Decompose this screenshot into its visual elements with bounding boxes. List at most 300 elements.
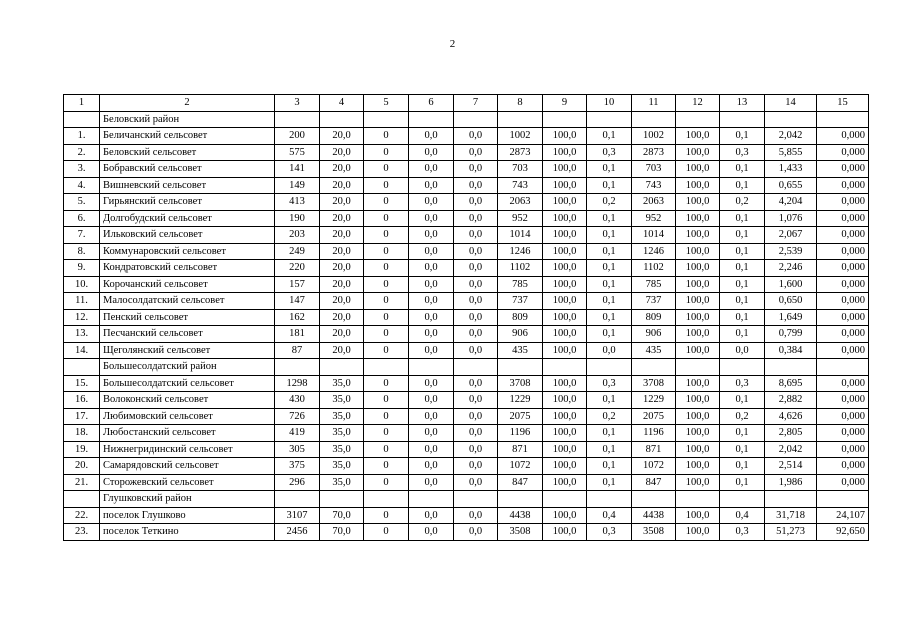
table-cell: 1102	[498, 260, 543, 277]
table-cell: 100,0	[676, 161, 720, 178]
table-cell: 20,0	[320, 260, 364, 277]
table-cell: 0,650	[765, 293, 817, 310]
empty-cell	[765, 359, 817, 376]
table-cell: 0,000	[817, 177, 869, 194]
table-cell: 2075	[632, 408, 676, 425]
empty-cell	[320, 359, 364, 376]
table-cell: 0,1	[720, 425, 765, 442]
table-cell: 0,000	[817, 144, 869, 161]
empty-cell	[275, 359, 320, 376]
table-cell: 2,539	[765, 243, 817, 260]
table-cell: 149	[275, 177, 320, 194]
empty-cell	[64, 111, 100, 128]
table-cell: 147	[275, 293, 320, 310]
table-cell: 4,204	[765, 194, 817, 211]
row-number: 1.	[64, 128, 100, 145]
column-header: 12	[676, 95, 720, 112]
column-header: 9	[543, 95, 587, 112]
table-cell: 100,0	[543, 309, 587, 326]
table-cell: 809	[632, 309, 676, 326]
table-row	[64, 276, 869, 293]
empty-cell	[543, 111, 587, 128]
table-cell: 0	[364, 392, 409, 409]
table-cell: 0,0	[409, 425, 454, 442]
empty-cell	[765, 111, 817, 128]
table-cell: 296	[275, 474, 320, 491]
table-cell: 203	[275, 227, 320, 244]
table-cell: 0,000	[817, 161, 869, 178]
table-cell: 1102	[632, 260, 676, 277]
table-cell: 0,0	[409, 128, 454, 145]
table-cell: 100,0	[676, 276, 720, 293]
table-cell: 0,3	[587, 375, 632, 392]
table-cell: 0,0	[454, 441, 498, 458]
table-cell: 100,0	[676, 210, 720, 227]
table-cell: 0,0	[454, 408, 498, 425]
empty-cell	[409, 111, 454, 128]
table-cell: 0,0	[409, 507, 454, 524]
table-cell: 0,000	[817, 227, 869, 244]
table-cell: 0	[364, 276, 409, 293]
table-cell: 375	[275, 458, 320, 475]
table-cell: 0	[364, 524, 409, 541]
table-cell: 847	[498, 474, 543, 491]
settlement-name: Гирьянский сельсовет	[100, 194, 275, 211]
row-number: 3.	[64, 161, 100, 178]
table-cell: 0,3	[720, 524, 765, 541]
table-cell: 20,0	[320, 227, 364, 244]
table-cell: 0,0	[409, 210, 454, 227]
table-cell: 0,000	[817, 408, 869, 425]
row-number: 7.	[64, 227, 100, 244]
table-cell: 2,246	[765, 260, 817, 277]
table-cell: 2063	[498, 194, 543, 211]
table-cell: 3708	[498, 375, 543, 392]
table-cell: 703	[632, 161, 676, 178]
table-cell: 100,0	[543, 210, 587, 227]
table-cell: 0,3	[720, 144, 765, 161]
table-cell: 1,433	[765, 161, 817, 178]
table-cell: 0	[364, 210, 409, 227]
table-cell: 100,0	[543, 441, 587, 458]
table-body	[64, 95, 869, 541]
row-number: 5.	[64, 194, 100, 211]
table-row	[64, 293, 869, 310]
table-cell: 100,0	[676, 326, 720, 343]
empty-cell	[454, 359, 498, 376]
table-cell: 0,0	[454, 210, 498, 227]
settlement-name: Ильковский сельсовет	[100, 227, 275, 244]
table-cell: 0,0	[454, 293, 498, 310]
table-cell: 220	[275, 260, 320, 277]
empty-cell	[587, 491, 632, 508]
row-number: 13.	[64, 326, 100, 343]
table-cell: 5,855	[765, 144, 817, 161]
column-header: 3	[275, 95, 320, 112]
table-cell: 2063	[632, 194, 676, 211]
table-cell: 100,0	[543, 161, 587, 178]
table-cell: 2,805	[765, 425, 817, 442]
settlement-name: поселок Глушково	[100, 507, 275, 524]
table-cell: 162	[275, 309, 320, 326]
table-cell: 3508	[498, 524, 543, 541]
table-cell: 0,1	[720, 326, 765, 343]
table-cell: 0,1	[587, 326, 632, 343]
table-cell: 435	[498, 342, 543, 359]
table-cell: 575	[275, 144, 320, 161]
table-cell: 2075	[498, 408, 543, 425]
row-number: 20.	[64, 458, 100, 475]
empty-cell	[64, 359, 100, 376]
table-cell: 809	[498, 309, 543, 326]
table-cell: 726	[275, 408, 320, 425]
table-cell: 0,1	[587, 260, 632, 277]
table-cell: 0,0	[409, 260, 454, 277]
settlement-name: Песчанский сельсовет	[100, 326, 275, 343]
table-cell: 0,0	[409, 342, 454, 359]
table-cell: 0,0	[409, 392, 454, 409]
empty-cell	[454, 111, 498, 128]
table-cell: 0	[364, 342, 409, 359]
table-cell: 70,0	[320, 524, 364, 541]
table-cell: 0,0	[409, 243, 454, 260]
table-cell: 952	[632, 210, 676, 227]
table-cell: 100,0	[676, 128, 720, 145]
table-cell: 0,0	[409, 227, 454, 244]
row-number: 6.	[64, 210, 100, 227]
empty-cell	[720, 491, 765, 508]
table-cell: 737	[498, 293, 543, 310]
table-cell: 3508	[632, 524, 676, 541]
table-cell: 100,0	[676, 441, 720, 458]
table-cell: 0,0	[409, 161, 454, 178]
table-cell: 0,0	[454, 375, 498, 392]
column-header: 14	[765, 95, 817, 112]
table-cell: 0,0	[409, 326, 454, 343]
table-cell: 0,0	[409, 375, 454, 392]
empty-cell	[275, 491, 320, 508]
table-cell: 0,1	[720, 177, 765, 194]
table-cell: 100,0	[543, 293, 587, 310]
table-cell: 703	[498, 161, 543, 178]
table-row	[64, 392, 869, 409]
table-cell: 100,0	[543, 243, 587, 260]
table-cell: 0,0	[454, 276, 498, 293]
column-header: 8	[498, 95, 543, 112]
table-cell: 0	[364, 474, 409, 491]
table-cell: 100,0	[676, 524, 720, 541]
table-cell: 1,649	[765, 309, 817, 326]
table-cell: 430	[275, 392, 320, 409]
empty-cell	[364, 111, 409, 128]
table-cell: 20,0	[320, 309, 364, 326]
row-number: 18.	[64, 425, 100, 442]
row-number: 21.	[64, 474, 100, 491]
table-cell: 0	[364, 243, 409, 260]
table-cell: 0,000	[817, 392, 869, 409]
table-cell: 35,0	[320, 392, 364, 409]
table-cell: 100,0	[543, 144, 587, 161]
table-cell: 1229	[632, 392, 676, 409]
table-cell: 0,1	[587, 161, 632, 178]
table-cell: 100,0	[543, 194, 587, 211]
row-number: 16.	[64, 392, 100, 409]
table-cell: 0,1	[587, 425, 632, 442]
empty-cell	[364, 359, 409, 376]
table-row	[64, 161, 869, 178]
table-cell: 100,0	[543, 342, 587, 359]
empty-cell	[676, 111, 720, 128]
table-row	[64, 326, 869, 343]
table-cell: 906	[498, 326, 543, 343]
table-row	[64, 128, 869, 145]
settlement-name: поселок Теткино	[100, 524, 275, 541]
column-header: 7	[454, 95, 498, 112]
empty-cell	[498, 359, 543, 376]
empty-cell	[765, 491, 817, 508]
table-cell: 743	[498, 177, 543, 194]
table-cell: 737	[632, 293, 676, 310]
row-number: 11.	[64, 293, 100, 310]
table-cell: 3107	[275, 507, 320, 524]
table-cell: 0,4	[720, 507, 765, 524]
table-cell: 0,0	[454, 227, 498, 244]
table-cell: 0,3	[587, 144, 632, 161]
district-row	[64, 491, 869, 508]
empty-cell	[587, 359, 632, 376]
table-cell: 0	[364, 375, 409, 392]
table-cell: 20,0	[320, 177, 364, 194]
table-cell: 1002	[632, 128, 676, 145]
table-cell: 0,1	[587, 210, 632, 227]
table-cell: 0,1	[720, 276, 765, 293]
row-number: 2.	[64, 144, 100, 161]
table-cell: 20,0	[320, 128, 364, 145]
settlement-name: Любимовский сельсовет	[100, 408, 275, 425]
table-cell: 0,1	[587, 441, 632, 458]
empty-cell	[498, 111, 543, 128]
table-cell: 157	[275, 276, 320, 293]
table-cell: 0,3	[720, 375, 765, 392]
table-cell: 785	[632, 276, 676, 293]
table-cell: 100,0	[676, 425, 720, 442]
table-cell: 1196	[498, 425, 543, 442]
table-cell: 20,0	[320, 144, 364, 161]
table-cell: 0,1	[720, 128, 765, 145]
row-number: 15.	[64, 375, 100, 392]
table-cell: 100,0	[543, 392, 587, 409]
table-cell: 100,0	[676, 342, 720, 359]
table-cell: 92,650	[817, 524, 869, 541]
table-cell: 100,0	[676, 375, 720, 392]
table-cell: 0,000	[817, 260, 869, 277]
table-cell: 100,0	[676, 293, 720, 310]
table-cell: 100,0	[543, 227, 587, 244]
page-number: 2	[449, 38, 456, 50]
table-cell: 35,0	[320, 375, 364, 392]
table-cell: 20,0	[320, 326, 364, 343]
table-cell: 100,0	[676, 309, 720, 326]
column-header: 5	[364, 95, 409, 112]
table-cell: 4438	[498, 507, 543, 524]
table-cell: 100,0	[543, 458, 587, 475]
table-cell: 0,000	[817, 342, 869, 359]
table-cell: 0	[364, 194, 409, 211]
row-number: 12.	[64, 309, 100, 326]
table-cell: 0,0	[454, 392, 498, 409]
table-cell: 0,0	[409, 309, 454, 326]
table-cell: 1298	[275, 375, 320, 392]
column-header: 10	[587, 95, 632, 112]
table-cell: 0,1	[720, 227, 765, 244]
table-cell: 4438	[632, 507, 676, 524]
table-cell: 0,0	[409, 458, 454, 475]
header-row	[64, 95, 869, 112]
table-cell: 0,1	[720, 441, 765, 458]
table-cell: 2,042	[765, 441, 817, 458]
table-cell: 0,1	[720, 260, 765, 277]
settlement-name: Бобравский сельсовет	[100, 161, 275, 178]
table-cell: 100,0	[543, 524, 587, 541]
table-cell: 0,000	[817, 128, 869, 145]
table-cell: 0,1	[587, 276, 632, 293]
table-cell: 0	[364, 128, 409, 145]
empty-cell	[498, 491, 543, 508]
row-number: 8.	[64, 243, 100, 260]
table-cell: 0	[364, 408, 409, 425]
table-row	[64, 227, 869, 244]
table-cell: 100,0	[543, 276, 587, 293]
table-row	[64, 425, 869, 442]
table-cell: 0,1	[587, 128, 632, 145]
table-cell: 0,0	[454, 161, 498, 178]
empty-cell	[320, 111, 364, 128]
table-cell: 2,882	[765, 392, 817, 409]
table-cell: 906	[632, 326, 676, 343]
table-cell: 0,0	[454, 243, 498, 260]
table-cell: 0,000	[817, 210, 869, 227]
table-row	[64, 507, 869, 524]
empty-cell	[632, 491, 676, 508]
table-row	[64, 375, 869, 392]
row-number: 10.	[64, 276, 100, 293]
table-cell: 0,1	[720, 309, 765, 326]
table-cell: 419	[275, 425, 320, 442]
empty-cell	[543, 359, 587, 376]
table-cell: 0,384	[765, 342, 817, 359]
table-cell: 952	[498, 210, 543, 227]
table-cell: 1014	[632, 227, 676, 244]
table-cell: 0,0	[454, 177, 498, 194]
table-cell: 100,0	[543, 408, 587, 425]
table-cell: 249	[275, 243, 320, 260]
table-cell: 0,0	[409, 194, 454, 211]
table-cell: 0	[364, 161, 409, 178]
table-cell: 0,1	[587, 309, 632, 326]
table-cell: 0,000	[817, 194, 869, 211]
table-cell: 100,0	[676, 227, 720, 244]
table-row	[64, 144, 869, 161]
table-cell: 0,000	[817, 441, 869, 458]
table-row	[64, 177, 869, 194]
table-cell: 0,0	[720, 342, 765, 359]
table-cell: 1072	[632, 458, 676, 475]
table-cell: 743	[632, 177, 676, 194]
empty-cell	[720, 111, 765, 128]
table-cell: 0,000	[817, 375, 869, 392]
settlement-name: Коммунаровский сельсовет	[100, 243, 275, 260]
table-row	[64, 210, 869, 227]
empty-cell	[64, 491, 100, 508]
column-header: 13	[720, 95, 765, 112]
table-cell: 20,0	[320, 293, 364, 310]
table-cell: 2,514	[765, 458, 817, 475]
table-cell: 20,0	[320, 243, 364, 260]
table-cell: 871	[632, 441, 676, 458]
table-cell: 0,0	[409, 474, 454, 491]
table-cell: 190	[275, 210, 320, 227]
column-header: 6	[409, 95, 454, 112]
table-cell: 0,000	[817, 276, 869, 293]
table-cell: 0,1	[587, 458, 632, 475]
table-cell: 20,0	[320, 194, 364, 211]
table-cell: 0	[364, 507, 409, 524]
table-cell: 0,1	[720, 293, 765, 310]
table-cell: 1,986	[765, 474, 817, 491]
table-cell: 0,000	[817, 474, 869, 491]
table-cell: 0,1	[720, 161, 765, 178]
table-cell: 1246	[498, 243, 543, 260]
table-cell: 0	[364, 293, 409, 310]
table-cell: 2873	[632, 144, 676, 161]
table-cell: 0,000	[817, 425, 869, 442]
table-cell: 100,0	[543, 326, 587, 343]
table-cell: 0,1	[720, 392, 765, 409]
table-cell: 0,0	[409, 144, 454, 161]
table-row	[64, 342, 869, 359]
table-cell: 24,107	[817, 507, 869, 524]
table-cell: 0,0	[454, 524, 498, 541]
table-cell: 0,0	[454, 309, 498, 326]
table-cell: 20,0	[320, 276, 364, 293]
table-cell: 0,1	[587, 243, 632, 260]
settlement-name: Нижнегридинский сельсовет	[100, 441, 275, 458]
table-cell: 100,0	[543, 425, 587, 442]
table-cell: 0,0	[454, 507, 498, 524]
empty-cell	[817, 359, 869, 376]
table-cell: 0	[364, 326, 409, 343]
table-cell: 0	[364, 177, 409, 194]
empty-cell	[587, 111, 632, 128]
table-cell: 35,0	[320, 458, 364, 475]
table-cell: 0,4	[587, 507, 632, 524]
table-cell: 100,0	[676, 243, 720, 260]
table-cell: 0,0	[454, 425, 498, 442]
table-cell: 2873	[498, 144, 543, 161]
table-cell: 0,1	[587, 474, 632, 491]
settlement-name: Долгобудский сельсовет	[100, 210, 275, 227]
table-cell: 0,3	[587, 524, 632, 541]
row-number: 22.	[64, 507, 100, 524]
district-name: Большесолдатский район	[100, 359, 275, 376]
table-cell: 0,0	[454, 260, 498, 277]
empty-cell	[409, 491, 454, 508]
table-cell: 70,0	[320, 507, 364, 524]
settlement-name: Беличанский сельсовет	[100, 128, 275, 145]
row-number: 4.	[64, 177, 100, 194]
table-cell: 100,0	[676, 194, 720, 211]
district-name: Беловский район	[100, 111, 275, 128]
